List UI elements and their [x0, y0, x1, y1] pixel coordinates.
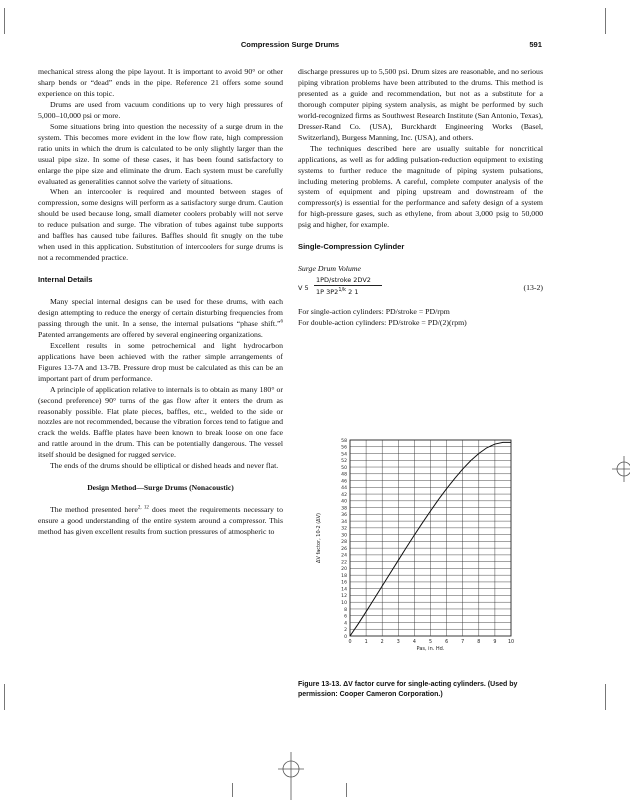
equation-numerator: 1PD/stroke 2DV2	[316, 276, 371, 285]
y-tick-label: 6	[344, 614, 347, 620]
y-tick-label: 58	[341, 438, 347, 444]
y-tick-label: 0	[344, 634, 347, 640]
section-heading-design-method: Design Method—Surge Drums (Nonacoustic)	[87, 483, 234, 493]
crop-mark	[605, 684, 606, 710]
x-tick-label: 2	[380, 640, 384, 645]
paragraph: The ends of the drums should be elliptical or dished heads and never flat.	[50, 461, 279, 471]
page-number: 591	[529, 40, 542, 49]
y-tick-label: 52	[341, 459, 347, 465]
equation-13-2	[298, 275, 543, 301]
paragraph: The method presented here$^{2, 12}$ does meet the requirements necessary to ensure a good understanding of the entire system around a compressor. This method has given excellent results from suction pressures of atmospheric to	[38, 505, 283, 536]
right-column	[298, 67, 543, 329]
fraction-line	[314, 285, 382, 286]
delta-v-chart	[298, 432, 538, 682]
x-tick-label: 9	[493, 640, 497, 645]
equation-lhs: V 5	[298, 284, 309, 293]
y-tick-label: 8	[344, 607, 347, 613]
y-tick-label: 14	[341, 587, 347, 593]
paragraph: mechanical stress along the pipe layout. It is important to avoid 90° or other sharp bends or “dead” ends in the pipe. Reference 21 offers some sound experience on this topic.	[38, 67, 283, 98]
y-tick-label: 18	[341, 573, 347, 579]
equation-number: (13-2)	[523, 283, 543, 293]
y-tick-label: 26	[341, 546, 347, 552]
figure-13-13	[298, 432, 538, 682]
left-column	[38, 67, 283, 538]
x-tick-label: 8	[477, 640, 481, 645]
double-action-formula: For double-action cylinders: PD/stroke = PD/(2)(rpm)	[298, 318, 467, 328]
y-tick-label: 44	[341, 486, 347, 492]
y-tick-label: 4	[344, 621, 347, 627]
y-tick-label: 10	[341, 601, 347, 607]
crop-mark	[232, 783, 233, 797]
registration-mark-icon	[276, 752, 306, 800]
paragraph: The techniques described here are usually suitable for noncritical applications, as well as for adding pulsation-reduction equipment to existing systems to further reduce the magnitude of piping system pulsations, including metering problems. A careful, complete computer analysis of the system of equipment and piping upstream and downstream of the compressor(s) is essential for the performance and safety design of a system for high-pressure gases, such as ethylene, from about 3,000 psig to 50,000 psig and higher, for example.	[298, 143, 543, 230]
figure-caption: Figure 13-13. ΔV factor curve for single-acting cylinders. (Used by permission: Cooper Cameron Corporation.)	[298, 681, 518, 698]
y-axis-label: ΔV factor, 10-2 (ΔV)	[316, 513, 322, 563]
x-tick-label: 4	[412, 640, 416, 645]
crop-mark	[4, 684, 5, 710]
subheading-surge-drum-volume: Surge Drum Volume	[298, 264, 361, 274]
y-tick-label: 54	[341, 452, 347, 458]
y-tick-label: 28	[341, 540, 347, 546]
y-tick-label: 38	[341, 506, 347, 512]
x-tick-label: 10	[507, 640, 515, 645]
paragraph: A principle of application relative to internals is to obtain as many 180° or (second preference) 90° turns of the gas flow after it enters the drum as reasonably possible. Flat plate pieces, baffles, etc., welded to the side or nozzles are not recommended, because the vibration forces tend to fatigue and crack the welds. Baffle plates have been known to break loose on one face and rattle around in the drum. This can be potentially dangerous. The vessel itself should be designed for rugged service.	[38, 384, 283, 460]
y-tick-label: 32	[341, 526, 347, 532]
crop-mark	[346, 783, 347, 797]
y-tick-label: 50	[341, 465, 347, 471]
registration-mark-icon	[612, 454, 630, 484]
y-tick-label: 56	[341, 445, 347, 451]
running-title: Compression Surge Drums	[240, 40, 340, 49]
y-tick-label: 22	[341, 560, 347, 566]
section-heading-single-compression: Single-Compression Cylinder	[298, 242, 405, 252]
y-tick-label: 40	[341, 499, 347, 505]
y-tick-label: 36	[341, 513, 347, 519]
paragraph: Drums are used from vacuum conditions up to very high pressures of 5,000–10,000 psi or more.	[38, 99, 283, 120]
section-heading-internal-details: Internal Details	[38, 275, 93, 285]
x-axis-label: Pas, in. Hd.	[416, 646, 445, 652]
equation-denominator: 1P $3P2^{1/k}$ 2 1	[316, 286, 359, 297]
x-tick-label: 0	[348, 640, 352, 645]
y-tick-label: 30	[341, 533, 347, 539]
crop-mark	[4, 8, 5, 34]
x-tick-label: 6	[445, 640, 449, 645]
y-tick-label: 24	[341, 553, 347, 559]
x-tick-label: 3	[396, 640, 400, 645]
paragraph: Many special internal designs can be used for these drums, with each design attempting to reduce the energy of certain disturbing frequencies from passing through the unit. In a sense, the internal pulsations “phase shift.”$^6$ Patented arrangements are offered by several engineering organizations.	[38, 296, 283, 339]
y-tick-label: 12	[341, 594, 347, 600]
paragraph: Excellent results in some petrochemical and light hydrocarbon applications have been achieved with the rather simple arrangements of Figures 13-7A and 13-7B. Pressure drop must be calculated as this can be an important part of drum performance.	[38, 340, 283, 383]
y-tick-label: 2	[344, 628, 347, 634]
y-tick-label: 20	[341, 567, 347, 573]
paragraph: discharge pressures up to 5,500 psi. Drum sizes are reasonable, and no serious piping vibration problems have been attributed to the drums. This method is presented as a guide and recommendation, but not as a substitute for a thorough computer piping system analysis, as might be performed by such world-recognized firms as Southwest Research Institute (San Antonio, Texas), Dresser-Rand Co. (USA), Burckhardt Engineering Works (Basel, Switzerland), Burgess Manning, Inc. (USA), and others.	[298, 67, 543, 142]
x-tick-label: 7	[461, 640, 465, 645]
running-header	[38, 40, 542, 54]
y-tick-label: 16	[341, 580, 347, 586]
paragraph: When an intercooler is required and mounted between stages of compression, some designs will perform as a satisfactory surge drum. Caution should be used because long, small diameter coolers probably will not serve to reduce pulsation and surge. The vibration of tubes against tube supports and baffles has caused tube failures. Baffles should fit snugly on the tube when used in this application. Substitution of intercoolers for surge drums is not a recommended practice.	[38, 187, 283, 263]
x-tick-label: 5	[428, 640, 433, 645]
y-tick-label: 34	[341, 519, 347, 525]
y-tick-label: 48	[341, 472, 347, 478]
single-action-formula: For single-action cylinders: PD/stroke = PD/rpm	[298, 307, 450, 317]
y-tick-label: 42	[341, 492, 347, 498]
y-tick-label: 46	[341, 479, 347, 485]
crop-mark	[605, 8, 606, 34]
x-tick-label: 1	[364, 640, 368, 645]
paragraph: Some situations bring into question the necessity of a surge drum in the system. This becomes more evident in the low flow rate, high compression ratio units in which the drum is calculated to be only slightly larger than the usual pipe size. In some of these cases, it has been found satisfactory to enlarge the pipe size and eliminate the drum. Each system must be carefully evaluated as generalities cannot solve the variety of situations.	[38, 121, 283, 186]
